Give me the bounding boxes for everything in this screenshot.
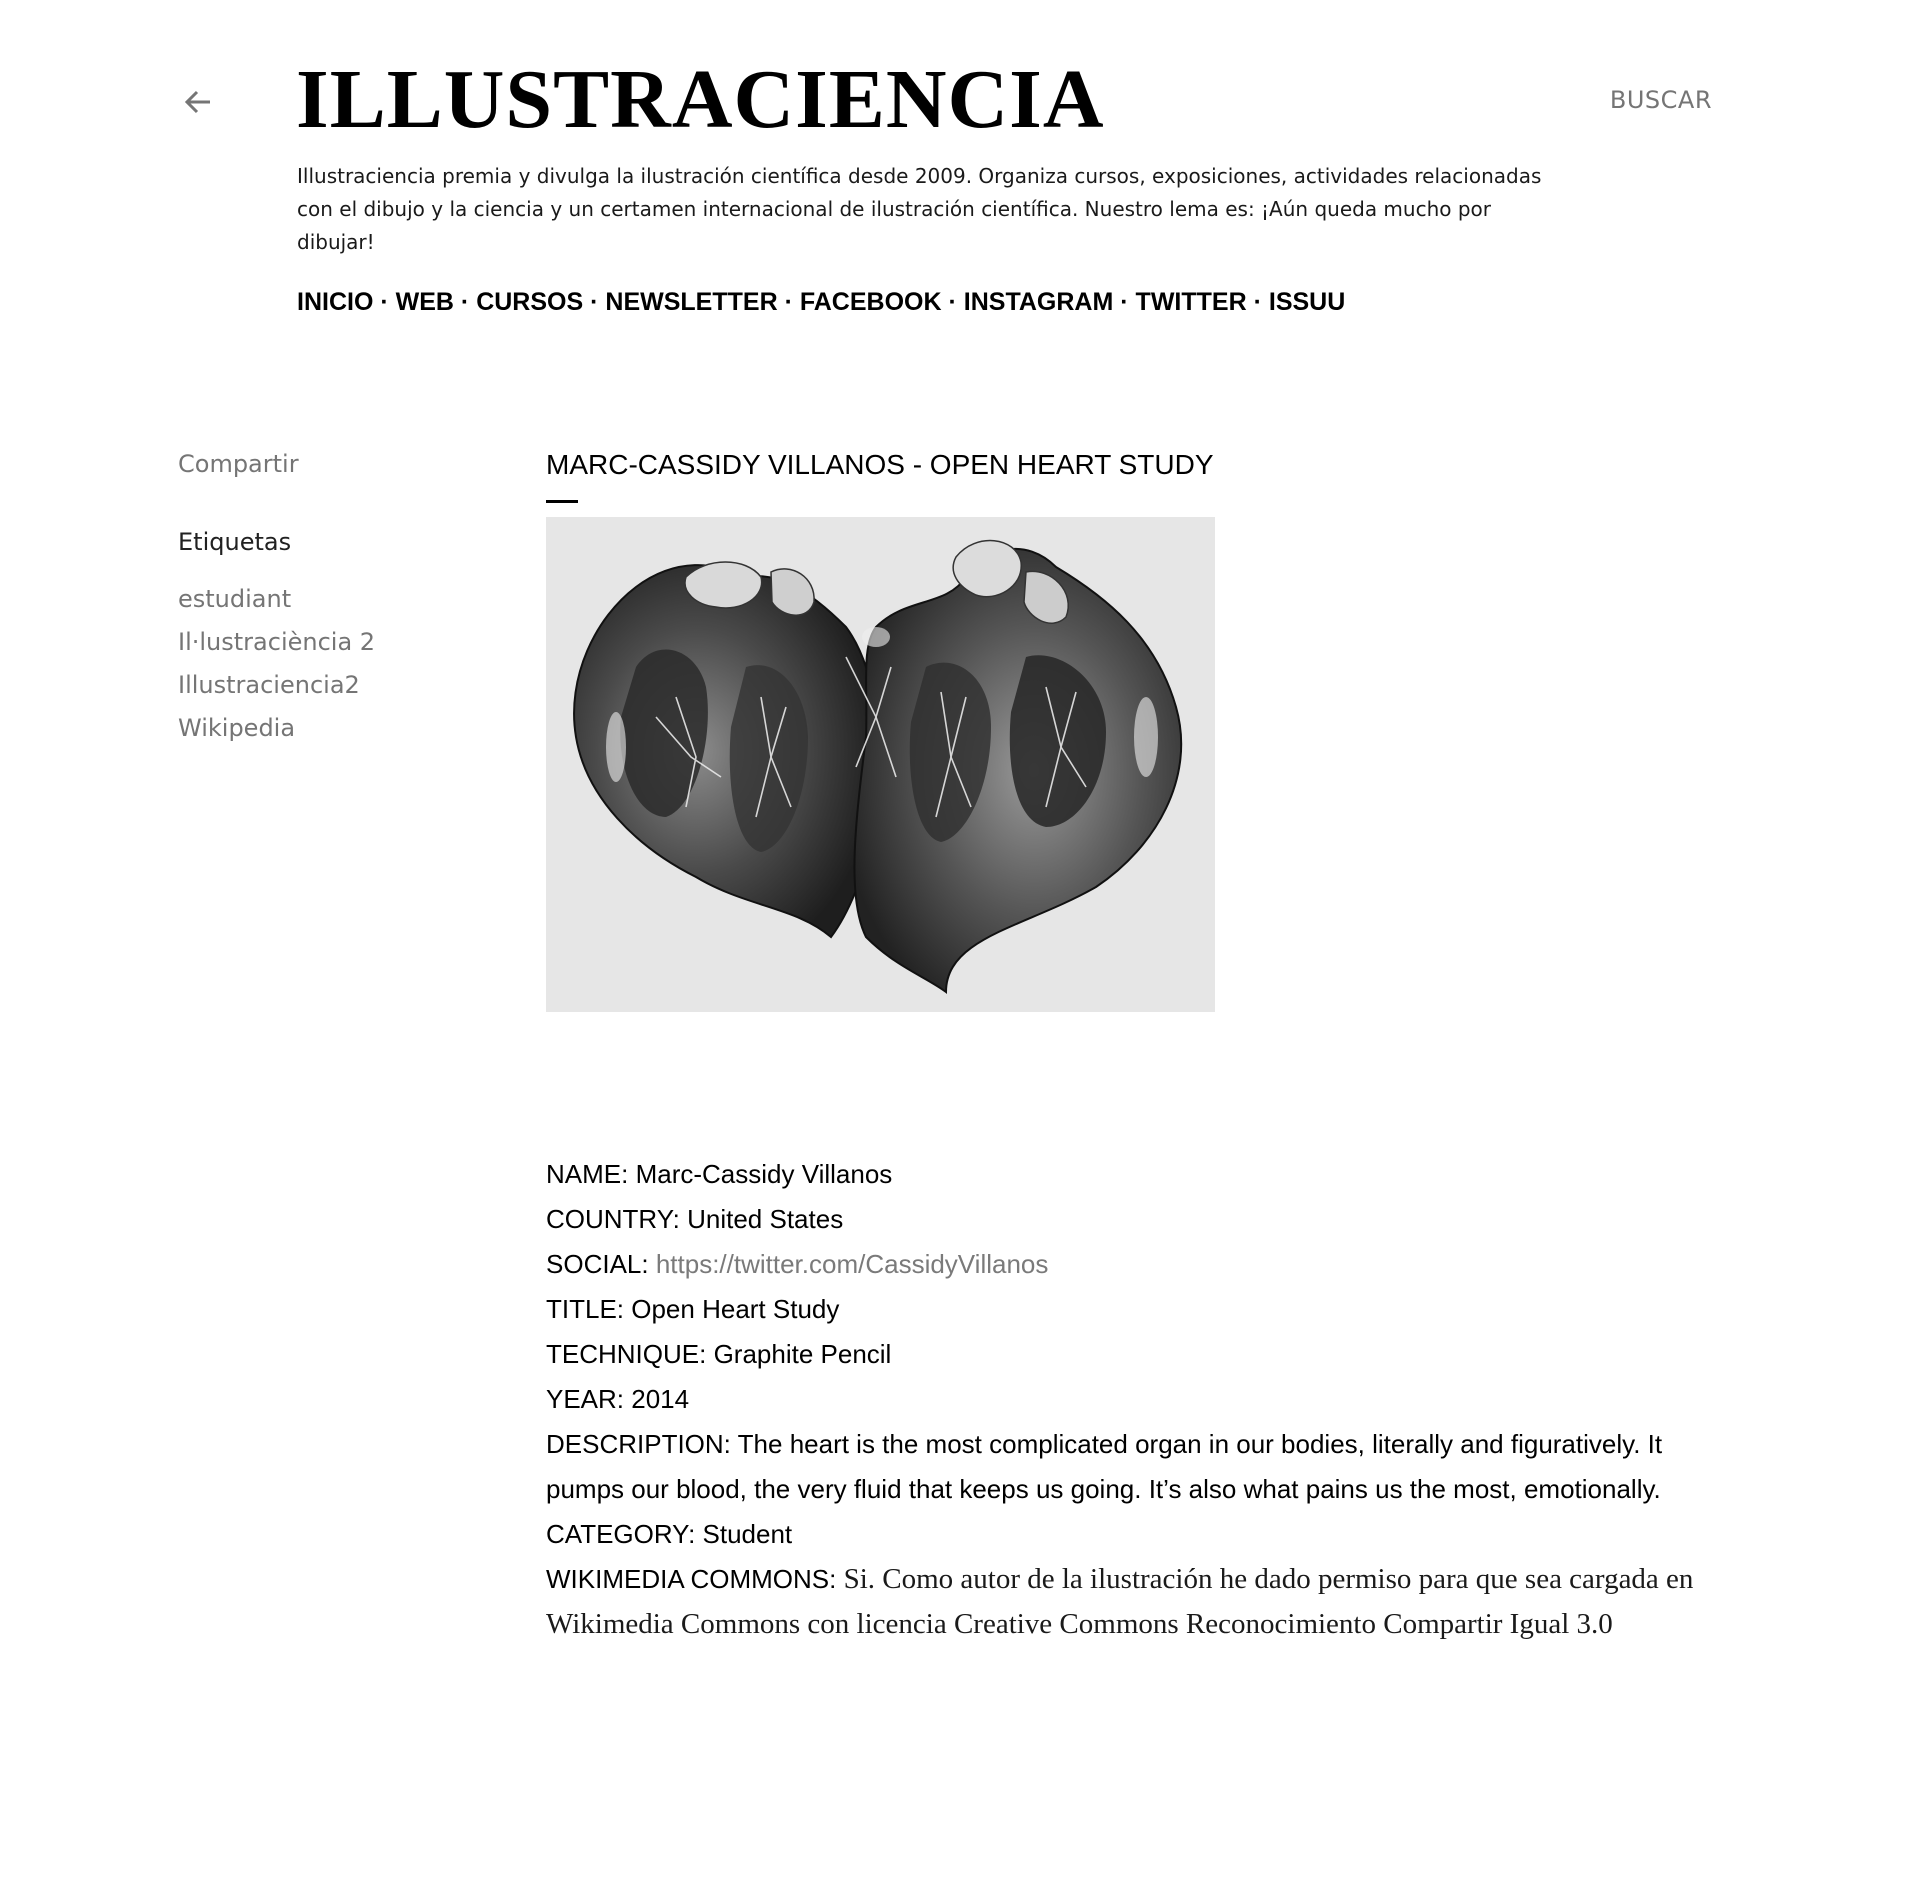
nav-link-instagram[interactable]: INSTAGRAM: [963, 288, 1114, 316]
nav-link-inicio[interactable]: INICIO: [297, 288, 374, 316]
label-link-wikipedia[interactable]: Wikipedia: [178, 714, 296, 742]
nav-link-web[interactable]: WEB: [395, 288, 454, 316]
field-value: Open Heart Study: [631, 1294, 840, 1324]
labels-heading: Etiquetas: [178, 528, 292, 556]
field-value: Student: [702, 1519, 793, 1549]
field-label: TITLE:: [546, 1294, 632, 1324]
nav-link-cursos[interactable]: CURSOS: [476, 288, 584, 316]
nav-separator: ·: [380, 288, 396, 316]
site-description: Illustraciencia premia y divulga la ilustración científica desde 2009. Organiza cursos, exposiciones, actividades relacionadas con el dibujo y la ciencia y un certamen internacional de ilustración científica. Nuestro lema es: ¡Aún queda mucho por dibujar!: [297, 164, 1542, 254]
field-title: [546, 1287, 1696, 1332]
field-country: [546, 1197, 1696, 1242]
field-value: Si. Como autor de la ilustración he dado permiso para que sea cargada en Wikimedia Commons con licencia Creative Commons Reconocimiento Compartir Igual 3.0: [546, 1563, 1694, 1640]
top-nav: [297, 286, 1345, 318]
field-value: United States: [687, 1204, 844, 1234]
nav-separator: ·: [590, 288, 606, 316]
field-description: [546, 1422, 1696, 1512]
site-title[interactable]: ILLUSTRACIENCIA: [296, 53, 1105, 146]
field-year: [546, 1377, 1696, 1422]
labels-list: [178, 578, 498, 750]
nav-separator: ·: [460, 288, 477, 316]
nav-separator: ·: [784, 288, 800, 316]
nav-separator: ·: [1253, 288, 1269, 316]
field-value: 2014: [631, 1384, 690, 1414]
nav-link-twitter[interactable]: TWITTER: [1135, 288, 1247, 316]
nav-link-newsletter[interactable]: NEWSLETTER: [605, 288, 778, 316]
field-value: Marc-Cassidy Villanos: [635, 1159, 893, 1189]
nav-link-facebook[interactable]: FACEBOOK: [799, 288, 942, 316]
arrow-left-icon: [183, 87, 213, 117]
field-technique: [546, 1332, 1696, 1377]
field-label: DESCRIPTION:: [546, 1429, 738, 1459]
title-divider: [546, 500, 578, 503]
nav-separator: ·: [1120, 288, 1136, 316]
search-button[interactable]: BUSCAR: [1609, 86, 1712, 114]
nav-link-issuu[interactable]: ISSUU: [1268, 288, 1346, 316]
social-link[interactable]: https://twitter.com/CassidyVillanos: [655, 1249, 1049, 1279]
field-value: Graphite Pencil: [713, 1339, 892, 1369]
field-label: SOCIAL:: [546, 1249, 656, 1279]
field-label: CATEGORY:: [546, 1519, 703, 1549]
heart-illustration-image[interactable]: [546, 517, 1215, 1012]
label-link-estudiant[interactable]: estudiant: [178, 585, 292, 613]
label-link-illustraciencia2[interactable]: Illustraciencia2: [178, 671, 360, 699]
field-category: [546, 1512, 1696, 1557]
field-wikimedia: [546, 1557, 1696, 1647]
field-label: COUNTRY:: [546, 1204, 688, 1234]
post-title: MARC-CASSIDY VILLANOS - OPEN HEART STUDY: [546, 449, 1214, 480]
nav-separator: ·: [948, 288, 964, 316]
field-label: YEAR:: [546, 1384, 632, 1414]
field-label: TECHNIQUE:: [546, 1339, 714, 1369]
field-label: NAME:: [546, 1159, 636, 1189]
post-body: [546, 1152, 1696, 1647]
back-button[interactable]: [176, 80, 220, 124]
post-sidebar: [178, 448, 498, 750]
field-social: [546, 1242, 1696, 1287]
field-name: [546, 1152, 1696, 1197]
post: [546, 448, 1696, 1647]
field-value: The heart is the most complicated organ in our bodies, literally and figuratively. It pumps our blood, the very fluid that keeps us going. It’s also what pains us the most, emotionally.: [546, 1429, 1663, 1504]
field-label: WIKIMEDIA COMMONS:: [546, 1564, 844, 1594]
label-link-illustraciencia-2[interactable]: Il·lustraciència 2: [178, 628, 376, 656]
share-button[interactable]: Compartir: [178, 450, 299, 478]
